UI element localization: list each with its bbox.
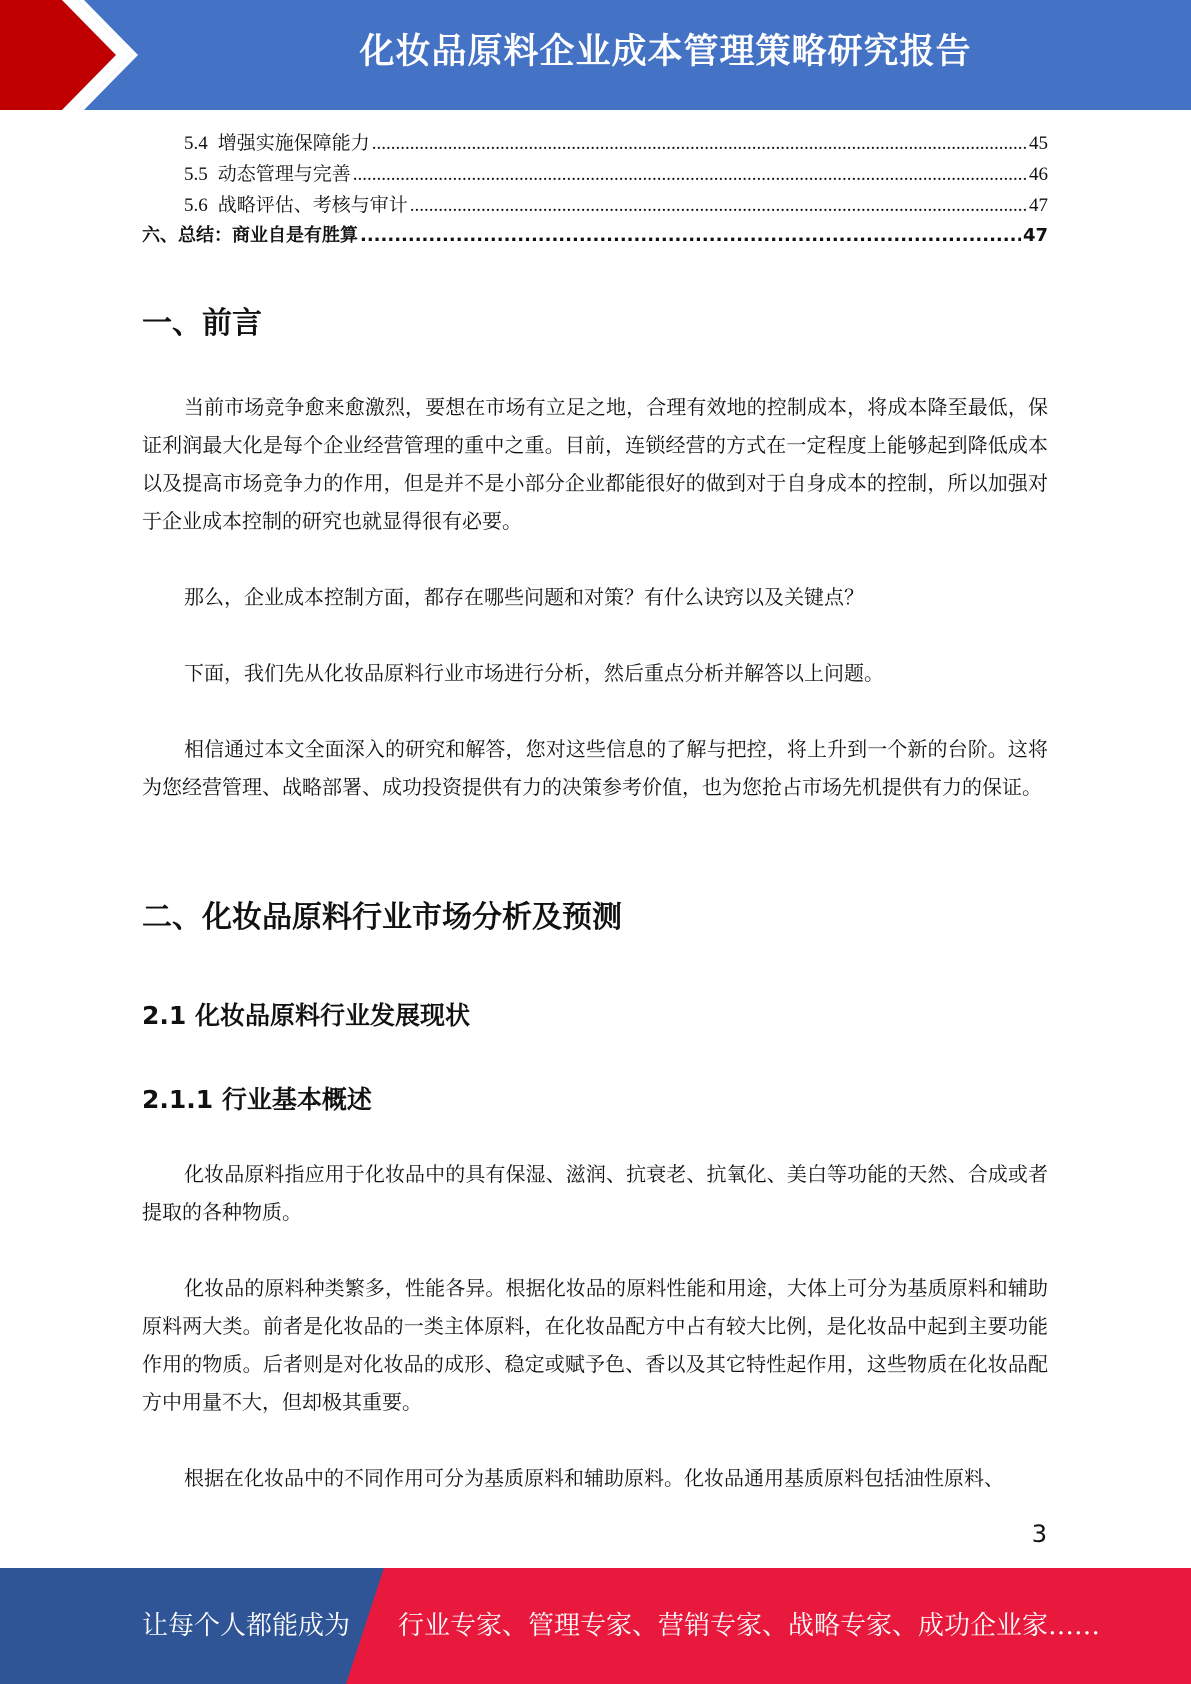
toc-leader-dots [360, 225, 1021, 246]
footer-slogan-right: 行业专家、管理专家、营销专家、战略专家、成功企业家…… [398, 1611, 1101, 1641]
toc-entry[interactable] [142, 190, 1048, 221]
toc-entry-label: 动态管理与完善 [217, 164, 351, 185]
toc-entry-number: 5.5 [184, 164, 208, 185]
paragraph: 相信通过本文全面深入的研究和解答，您对这些信息的了解与把控，将上升到一个新的台阶。这将为您经营管理、战略部署、成功投资提供有力的决策参考价值，也为您抢占市场先机提供有力的保证。 [142, 739, 1048, 799]
paragraph: 根据在化妆品中的不同作用可分为基质原料和辅助原料。化妆品通用基质原料包括油性原料、 [184, 1468, 1004, 1490]
report-title: 化妆品原料企业成本管理策略研究报告 [359, 32, 972, 72]
subsection-heading: 2.1.1 行业基本概述 [142, 1085, 372, 1114]
toc-leader-dots [353, 164, 1027, 186]
toc-leader-dots [410, 195, 1027, 217]
toc-entry-label: 战略评估、考核与审计 [217, 195, 408, 216]
toc-entry-number: 5.4 [184, 133, 208, 154]
paragraph: 那么，企业成本控制方面，都存在哪些问题和对策？有什么诀窍以及关键点？ [184, 587, 864, 609]
section-heading-market-analysis: 二、化妆品原料行业市场分析及预测 [142, 900, 622, 935]
page-number: 3 [1031, 1520, 1047, 1548]
toc-leader-dots [372, 133, 1027, 155]
footer-slogan-left: 让每个人都能成为 [142, 1611, 351, 1641]
toc-entry[interactable] [142, 159, 1048, 190]
table-of-contents [142, 128, 1048, 252]
toc-entry-label: 六、总结：商业自是有胜算 [142, 225, 358, 246]
paragraph: 化妆品原料指应用于化妆品中的具有保湿、滋润、抗衰老、抗氧化、美白等功能的天然、合成或者提取的各种物质。 [142, 1164, 1048, 1224]
toc-entry-label: 增强实施保障能力 [217, 133, 370, 154]
toc-entry-number: 5.6 [184, 195, 208, 216]
toc-entry-page: 45 [1029, 133, 1048, 154]
toc-entry-main[interactable] [142, 221, 1048, 252]
toc-entry-page: 47 [1022, 225, 1048, 246]
toc-entry-page: 47 [1029, 195, 1048, 216]
toc-entry[interactable] [142, 128, 1048, 159]
section-heading-preface: 一、前言 [142, 306, 262, 341]
paragraph: 下面，我们先从化妆品原料行业市场进行分析，然后重点分析并解答以上问题。 [184, 663, 884, 685]
paragraph: 当前市场竞争愈来愈激烈，要想在市场有立足之地，合理有效地的控制成本，将成本降至最低，保证利润最大化是每个企业经营管理的重中之重。目前，连锁经营的方式在一定程度上能够起到降低成本以及提高市场竞争力的作用，但是并不是小部分企业都能很好的做到对于自身成本的控制，所以加强对于企业成本控制的研究也就显得很有必要。 [142, 397, 1048, 533]
page-footer [0, 1568, 1191, 1684]
subsection-heading: 2.1 化妆品原料行业发展现状 [142, 1001, 470, 1030]
header-chevron-icon [0, 0, 150, 110]
paragraph: 化妆品的原料种类繁多，性能各异。根据化妆品的原料性能和用途，大体上可分为基质原料和辅助原料两大类。前者是化妆品的一类主体原料，在化妆品配方中占有较大比例，是化妆品中起到主要功能作用的物质。后者则是对化妆品的成形、稳定或赋予色、香以及其它特性起作用，这些物质在化妆品配方中用量不大，但却极其重要。 [142, 1278, 1048, 1414]
toc-entry-page: 46 [1029, 164, 1048, 185]
page-header [0, 0, 1191, 110]
